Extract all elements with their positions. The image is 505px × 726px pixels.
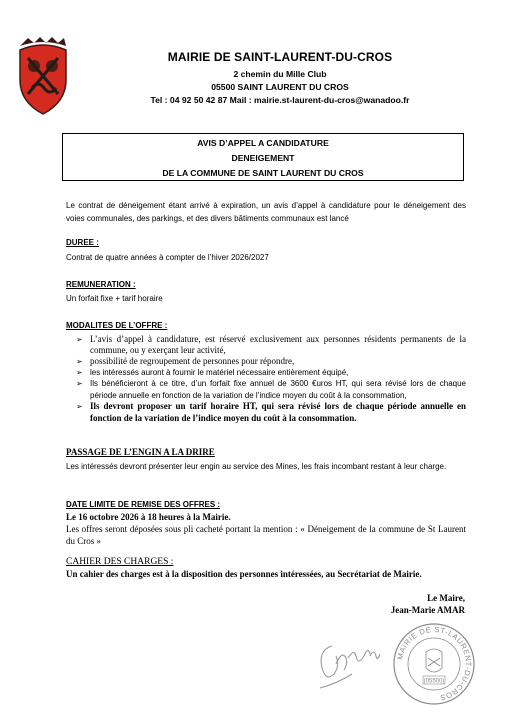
date-limite-heading: DATE LIMITE DE REMISE DES OFFRES : — [66, 500, 221, 509]
mairie-postal: 05500 SAINT LAURENT DU CROS — [211, 82, 349, 92]
duree-heading: DUREE : — [66, 238, 99, 247]
stamp-postal: (05500) — [423, 678, 445, 685]
list-item: ➢ les intéressés auront à fournir le matériel nécessaire entièrement équipé, — [78, 367, 466, 378]
notice-title-box — [62, 133, 464, 181]
mairie-address: 2 chemin du Mille Club — [233, 69, 327, 79]
mairie-contact: Tel : 04 92 50 42 87 Mail : mairie.st-laurent-du-cros@wanadoo.fr — [150, 95, 410, 105]
stamp-ring-text: MAIRIE DE ST-LAURENT-DU-CROS — [395, 624, 474, 703]
svg-text:MAIRIE DE ST-LAURENT-DU-CROS — [395, 625, 473, 703]
official-stamp — [392, 622, 476, 706]
modalites-heading: MODALITES DE L’OFFRE : — [66, 321, 168, 330]
mairie-title: MAIRIE DE SAINT-LAURENT-DU-CROS — [167, 50, 393, 64]
passage-text: Les intéressés devront présenter leur engin au service des Mines, les frais incombant restant à leur charge. — [66, 462, 447, 471]
duree-text: Contrat de quatre années à compter de l’hiver 2026/2027 — [66, 253, 269, 262]
notice-title-line2: DENEIGEMENT — [231, 153, 295, 163]
cahier-heading: CAHIER DES CHARGES : — [66, 557, 174, 567]
remuneration-heading: REMUNERATION : — [66, 280, 136, 289]
list-item: ➢ Ils bénéficieront à ce titre, d’un forfait fixe annuel de 3600 €uros HT, qui sera révisé lors de chaque période annuelle en fonction de la variation de l’indice moyen du coût à la consommation, — [78, 378, 466, 401]
notice-title-line3: DE LA COMMUNE DE SAINT LAURENT DU CROS — [162, 168, 364, 178]
list-item: ➢ L’avis d’appel à candidature, est réservé exclusivement aux personnes résidents permanents de la commune, ou y exerçant leur activité, — [78, 334, 466, 356]
modalites-list — [78, 334, 466, 424]
intro-paragraph: Le contrat de déneigement étant arrivé à expiration, un avis d’appel à candidature pour le déneigement des voies communales, des parkings, et des divers bâtiments communaux est lancé — [66, 201, 466, 223]
remuneration-text: Un forfait fixe + tarif horaire — [66, 294, 163, 303]
letterhead — [80, 50, 480, 106]
list-item: ➢ possibilité de regroupement de personnes pour répondre, — [78, 356, 466, 367]
list-item: ➢ Ils devront proposer un tarif horaire HT, qui sera révisé lors de chaque période annuelle en fonction de la variation de l’indice moyen du coût à la consommation. — [78, 401, 466, 424]
notice-title-line1: AVIS D’APPEL A CANDIDATURE — [197, 138, 329, 148]
date-limite-text: Les offres seront déposées sous pli cacheté portant la mention : « Déneigement de la commune de St Laurent du Cros » — [66, 524, 466, 546]
signature-block — [391, 592, 465, 616]
passage-heading: PASSAGE DE L’ENGIN A LA DRIRE — [66, 447, 215, 457]
date-limite-date: Le 16 octobre 2026 à 18 heures à la Mairie. — [66, 512, 231, 522]
handwritten-signature — [312, 628, 392, 698]
cahier-text: Un cahier des charges est à la disposition des personnes intéressées, au Secrétariat de Mairie. — [66, 569, 422, 579]
signature-name: Jean-Marie AMAR — [390, 605, 465, 615]
coat-of-arms-icon — [14, 36, 72, 116]
signature-role: Le Maire, — [427, 593, 465, 603]
